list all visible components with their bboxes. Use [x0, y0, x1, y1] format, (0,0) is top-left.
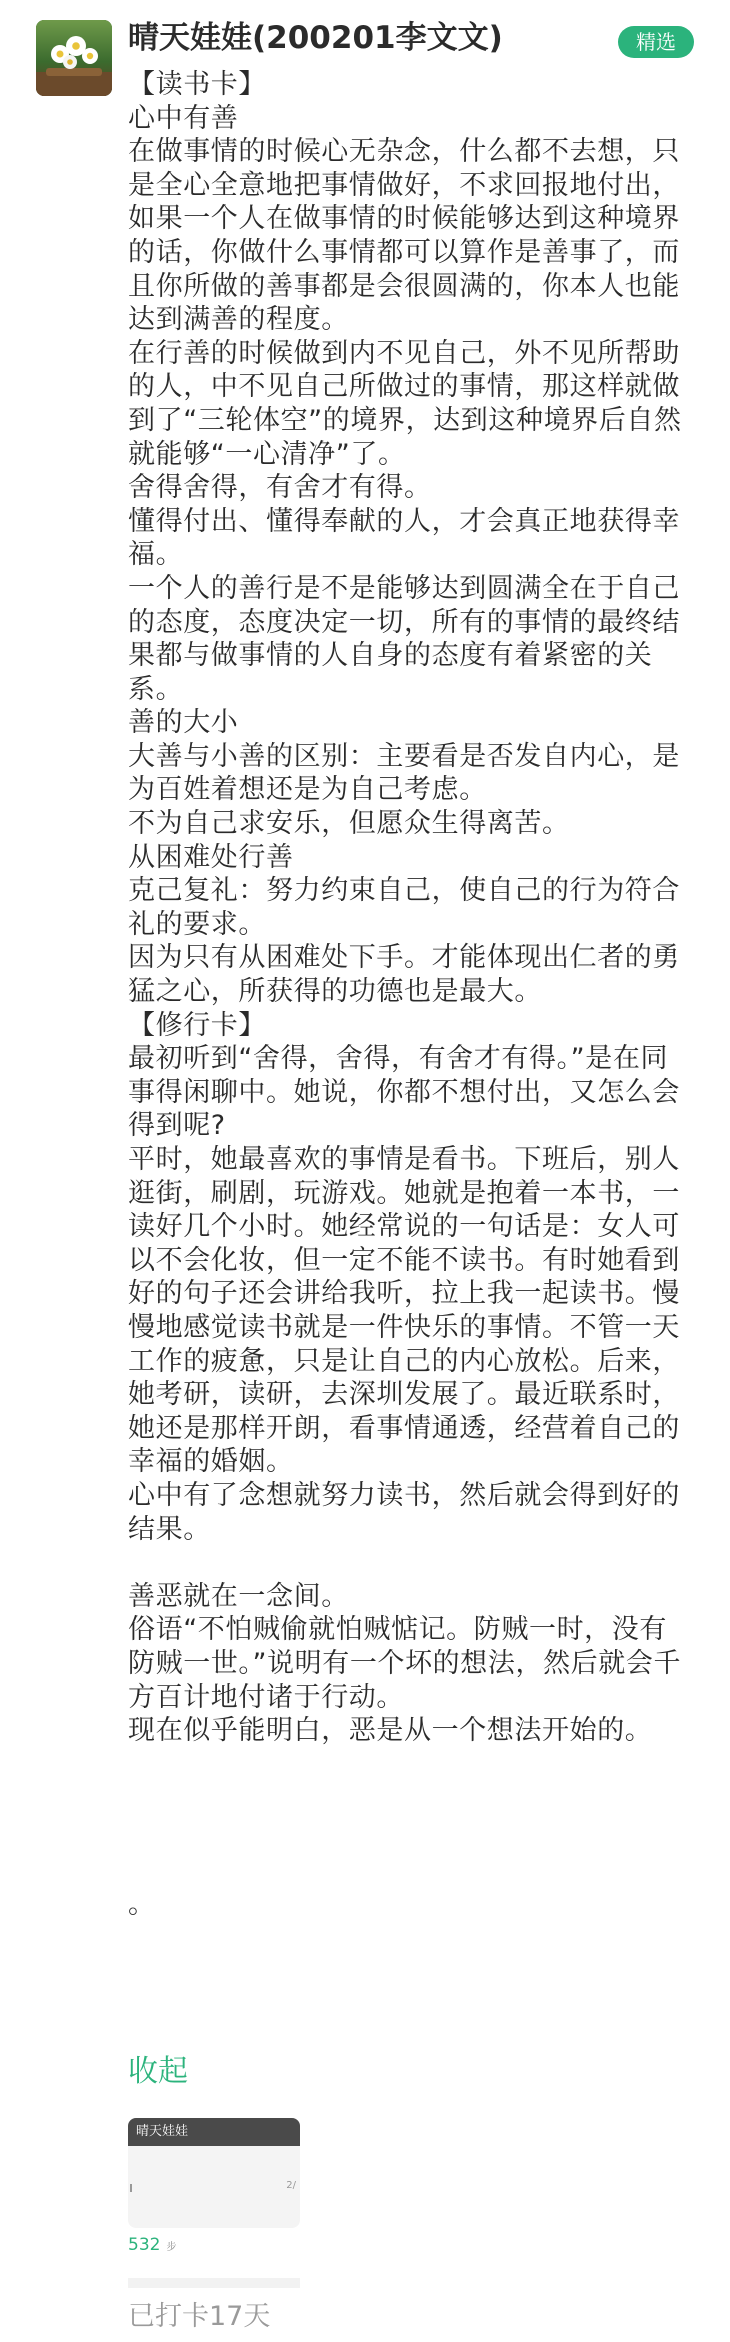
subheading: 善的大小 [128, 707, 239, 739]
card-divider [128, 2278, 300, 2288]
subheading: 心中有善 [128, 102, 239, 134]
author-name[interactable]: 晴天娃娃(200201李文文) [128, 20, 503, 56]
paragraph: 因为只有从困难处下手。才能体现出仁者的勇猛之心，所获得的功德也是最大。 [128, 942, 680, 1008]
paragraph: 最初听到“舍得，舍得，有舍才有得。”是在同事得闲聊中。她说，你都不想付出，又怎么会得到呢? [128, 1043, 680, 1142]
stats-card-date: 2/ [286, 2180, 296, 2191]
content-spacer [128, 1748, 688, 1888]
section-heading: 【修行卡】 [128, 1009, 266, 1041]
steps-count [128, 2234, 176, 2259]
trailing-mark: 。 [128, 1888, 156, 1920]
daisy-flowers-avatar-icon [36, 20, 112, 96]
steps-value: 532 [128, 2235, 161, 2255]
paragraph: 平时，她最喜欢的事情是看书。下班后，别人逛街，刷剧，玩游戏。她就是抱着一本书，一读好几个小时。她经常说的一句话是：女人可以不会化妆，但一定不能不读书。有时她看到好的句子还会讲给我听，拉上我一起读书。慢慢地感觉读书就是一件快乐的事情。不管一天工作的疲惫，只是让自己的内心放松。后来，她考研，读研，去深圳发展了。最近联系时，她还是那样开朗，看事情通透，经营着自己的幸福的婚姻。 [128, 1144, 680, 1478]
checkin-status: 已打卡17天 [128, 2301, 271, 2332]
post-body [128, 68, 688, 1921]
paragraph: 在行善的时候做到内不见自己，外不见所帮助的人，中不见自己所做过的事情，那这样就做到了“三轮体空”的境界，达到这种境界后自然就能够“一心清净”了。 [128, 337, 682, 470]
featured-badge: 精选 [618, 26, 694, 58]
stats-card-mark [130, 2184, 132, 2192]
paragraph: 善恶就在一念间。 [128, 1580, 349, 1612]
paragraph: 心中有了念想就努力读书，然后就会得到好的结果。 [128, 1479, 680, 1545]
paragraph: 现在似乎能明白，恶是从一个想法开始的。 [128, 1715, 653, 1747]
avatar[interactable] [36, 20, 112, 96]
section-heading: 【读书卡】 [128, 69, 266, 100]
paragraph: 大善与小善的区别：主要看是否发自内心，是为百姓着想还是为自己考虑。 [128, 740, 680, 806]
paragraph: 俗语“不怕贼偷就怕贼惦记。防贼一时，没有防贼一世。”说明有一个坏的想法，然后就会千方百计地付诸于行动。 [128, 1614, 682, 1713]
paragraph: 克己复礼：努力约束自己，使自己的行为符合礼的要求。 [128, 875, 680, 940]
paragraph: 舍得舍得，有舍才有得。 [128, 472, 432, 504]
step-stats-card[interactable] [128, 2118, 300, 2228]
paragraph: 懂得付出、懂得奉献的人，才会真正地获得幸福。 [128, 505, 680, 571]
paragraph: 在做事情的时候心无杂念，什么都不去想，只是全心全意地把事情做好，不求回报地付出，如果一个人在做事情的时候能够达到这种境界的话，你做什么事情都可以算作是善事了，而且你所做的善事都是会很圆满的，你本人也能达到满善的程度。 [128, 136, 680, 336]
blank-line [128, 1546, 688, 1580]
steps-unit: 步 [166, 2242, 177, 2253]
subheading: 从困难处行善 [128, 841, 294, 873]
collapse-button[interactable]: 收起 [128, 2054, 188, 2089]
paragraph: 一个人的善行是不是能够达到圆满全在于自己的态度，态度决定一切，所有的事情的最终结果都与做事情的人自身的态度有着紧密的关系。 [128, 572, 680, 705]
stats-card-title: 晴天娃娃 [128, 2118, 300, 2146]
paragraph: 不为自己求安乐，但愿众生得离苦。 [128, 808, 570, 840]
